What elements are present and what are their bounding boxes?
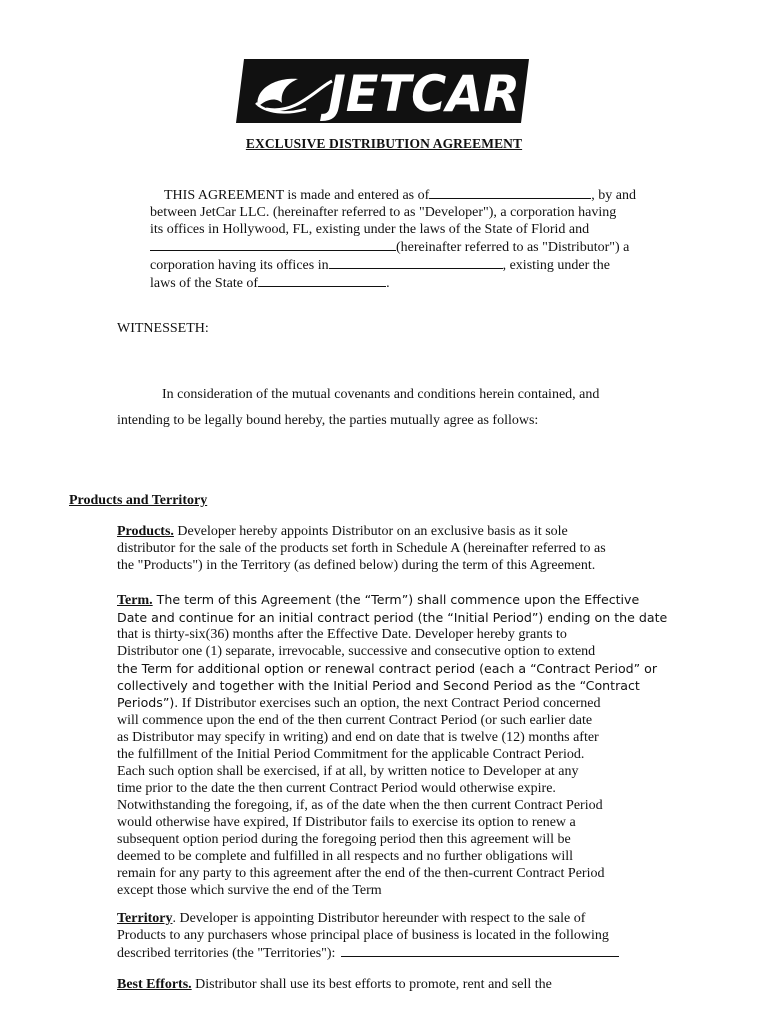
- best-efforts-paragraph: Best Efforts. Distributor shall use its best efforts to promote, rent and sell the: [117, 977, 552, 992]
- section-heading: Products and Territory: [69, 493, 208, 508]
- territory-paragraph: Territory. Developer is appointing Distributor hereunder with respect to the sale of Products to any purchasers whose principal place of business is located in the following described territories (the "Territories"):: [117, 910, 619, 962]
- products-paragraph: Products. Developer hereby appoints Distributor on an exclusive basis as it sole distributor for the sale of the products set forth in Schedule A (hereinafter referred to as the "Products") in the Territory (as defined below) during the term of this Agreement.: [117, 524, 606, 573]
- witnesseth: WITNESSETH:: [117, 321, 209, 336]
- distributor-name-blank[interactable]: [150, 238, 396, 251]
- svg-text:JETCAR: JETCAR: [319, 65, 520, 123]
- consideration-line-1: In consideration of the mutual covenants and conditions herein contained, and: [162, 387, 600, 402]
- offices-blank[interactable]: [329, 256, 503, 269]
- date-blank[interactable]: [429, 186, 591, 199]
- intro-paragraph: THIS AGREEMENT is made and entered as of , by and between JetCar LLC. (hereinafter referred to as "Developer"), a corporation having its offices in Hollywood, FL, existing under the laws of the State of Florid and (hereinafter referred to as "Distributor") a corporation having its offices in , existing under the laws of the State of .: [150, 188, 637, 291]
- term-paragraph: Term. The term of this Agreement (the “Term”) shall commence upon the Effective Date and continue for an initial contract period (the “Initial Period”) ending on the date that is thirty-six(36) months after the Effective Date. Developer hereby grants to Distributor one (1) separate, irrevocable, successive and consecutive option to extend the Term for additional option or renewal contract period (each a “Contract Period” or collectively and together with the Initial Period and Second Period as the “Contract Periods”). If Distributor exercises such an option, the next Contract Period concerned will commence upon the end of the then current Contract Period (or such earlier date as Distributor may specify in writing) and end on date that is twelve (12) months after the fulfillment of the Initial Period Commitment for the applicable Contract Period. Each such option shall be exercised, if at all, by written notice to Developer at any time prior to the date the then current Contract Period would otherwise expire. Notwithstanding the foregoing, if, as of the date when the then current Contract Period would otherwise have expired, If Distributor fails to exercise its option to renew a subsequent option period during the foregoing period then this agreement will be deemed to be complete and fulfilled in all respects and no further obligations will remain for any party to this agreement after the end of the then-current Contract Period except those which survive the end of the Term: [117, 592, 668, 898]
- jetcar-logo: [236, 59, 529, 123]
- state-blank[interactable]: [258, 274, 386, 287]
- consideration-line-2: intending to be legally bound hereby, the parties mutually agree as follows:: [117, 413, 539, 428]
- territories-blank[interactable]: [341, 944, 619, 957]
- document-title: EXCLUSIVE DISTRIBUTION AGREEMENT: [245, 136, 523, 151]
